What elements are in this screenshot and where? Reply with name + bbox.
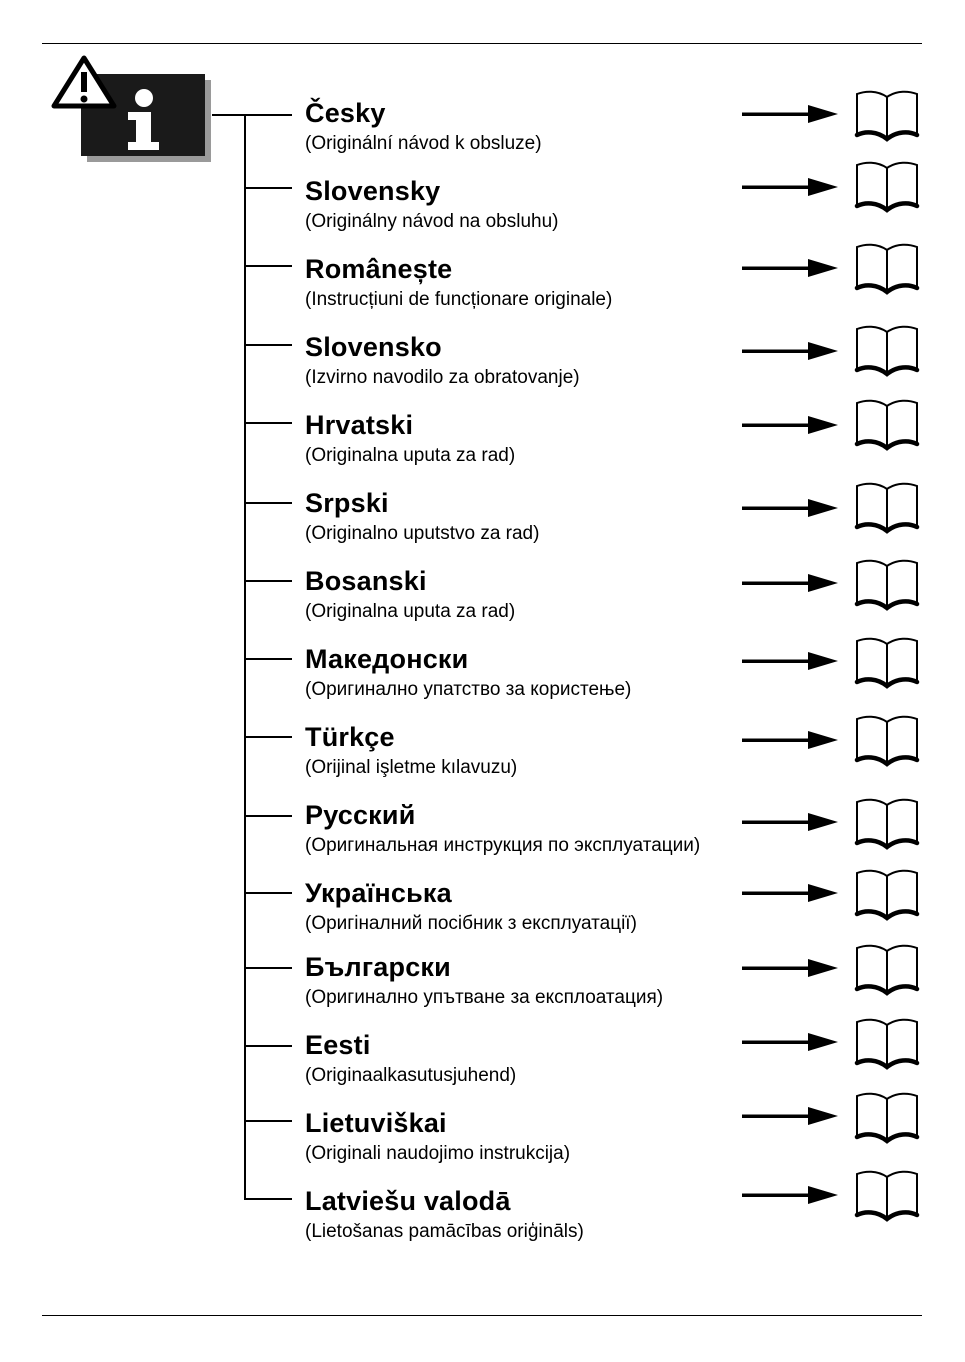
language-name: Eesti — [305, 1030, 371, 1060]
arrow-right-icon — [742, 1106, 838, 1126]
arrow-right-icon — [742, 1185, 838, 1205]
language-subtitle: (Originální návod k obsluze) — [305, 133, 542, 154]
language-name: Türkçe — [305, 722, 395, 752]
language-subtitle: (Originalno uputstvo za rad) — [305, 523, 540, 544]
open-book-icon — [853, 240, 921, 296]
language-subtitle: (Originali naudojimo instrukcija) — [305, 1143, 571, 1164]
language-subtitle: (Izvirno navodilo za obratovanje) — [305, 367, 580, 388]
open-book-icon — [853, 396, 921, 452]
bottom-rule — [42, 1315, 922, 1316]
language-subtitle: (Lietošanas pamācības oriģināls) — [305, 1221, 584, 1242]
language-subtitle: (Originálny návod na obsluhu) — [305, 211, 559, 232]
arrow-right-icon — [742, 958, 838, 978]
open-book-icon — [853, 158, 921, 214]
arrow-right-icon — [742, 258, 838, 278]
arrow-right-icon — [742, 415, 838, 435]
language-name: Românește — [305, 254, 453, 284]
entry-makedonski — [305, 644, 765, 713]
entry-slovensky — [305, 176, 765, 245]
open-book-icon — [853, 87, 921, 143]
language-name: Slovensko — [305, 332, 442, 362]
arrow-right-icon — [742, 812, 838, 832]
entry-romaneste — [305, 254, 765, 323]
arrow-right-icon — [742, 1032, 838, 1052]
arrow-right-icon — [742, 573, 838, 593]
entry-cesky — [305, 98, 765, 167]
entry-latviesu — [305, 1186, 765, 1255]
entry-eesti — [305, 1030, 765, 1099]
arrow-right-icon — [742, 104, 838, 124]
arrow-right-icon — [742, 177, 838, 197]
language-subtitle: (Instrucțiuni de funcționare originale) — [305, 289, 613, 310]
language-name: Bosanski — [305, 566, 427, 596]
top-rule — [42, 43, 922, 44]
arrow-right-icon — [742, 883, 838, 903]
arrow-right-icon — [742, 341, 838, 361]
language-subtitle: (Оригинальная инструкция по эксплуатации) — [305, 835, 701, 856]
language-subtitle: (Originalna uputa za rad) — [305, 445, 516, 466]
arrow-right-icon — [742, 498, 838, 518]
warning-info-icon — [50, 54, 220, 166]
entry-turkce — [305, 722, 765, 791]
language-name: Македонски — [305, 644, 469, 674]
open-book-icon — [853, 941, 921, 997]
language-name: Български — [305, 952, 451, 982]
entry-bosanski — [305, 566, 765, 635]
language-subtitle: (Originalna uputa za rad) — [305, 601, 516, 622]
language-subtitle: (Originaalkasutusjuhend) — [305, 1065, 517, 1086]
language-name: Srpski — [305, 488, 389, 518]
language-subtitle: (Orijinal işletme kılavuzu) — [305, 757, 518, 778]
language-name: Hrvatski — [305, 410, 414, 440]
open-book-icon — [853, 556, 921, 612]
arrow-right-icon — [742, 730, 838, 750]
language-name: Lietuviškai — [305, 1108, 447, 1138]
language-subtitle: (Оригинално упътване за експлоатация) — [305, 987, 664, 1008]
arrow-right-icon — [742, 651, 838, 671]
language-name: Česky — [305, 98, 386, 128]
open-book-icon — [853, 1167, 921, 1223]
language-name: Русский — [305, 800, 416, 830]
open-book-icon — [853, 634, 921, 690]
language-name: Slovensky — [305, 176, 441, 206]
open-book-icon — [853, 1015, 921, 1071]
open-book-icon — [853, 866, 921, 922]
entry-lietuviskai — [305, 1108, 765, 1177]
entry-russkiy — [305, 800, 765, 869]
entry-srpski — [305, 488, 765, 557]
entry-hrvatski — [305, 410, 765, 479]
entry-ukrainska — [305, 878, 765, 947]
language-name: Latviešu valodā — [305, 1186, 511, 1216]
language-subtitle: (Оригіналний посібник з експлуатації) — [305, 913, 637, 934]
entry-balgarski — [305, 952, 765, 1021]
open-book-icon — [853, 1089, 921, 1145]
open-book-icon — [853, 795, 921, 851]
open-book-icon — [853, 712, 921, 768]
open-book-icon — [853, 479, 921, 535]
open-book-icon — [853, 322, 921, 378]
language-subtitle: (Оригинално упатство за користење) — [305, 679, 632, 700]
language-name: Українська — [305, 878, 452, 908]
entry-slovensko — [305, 332, 765, 401]
